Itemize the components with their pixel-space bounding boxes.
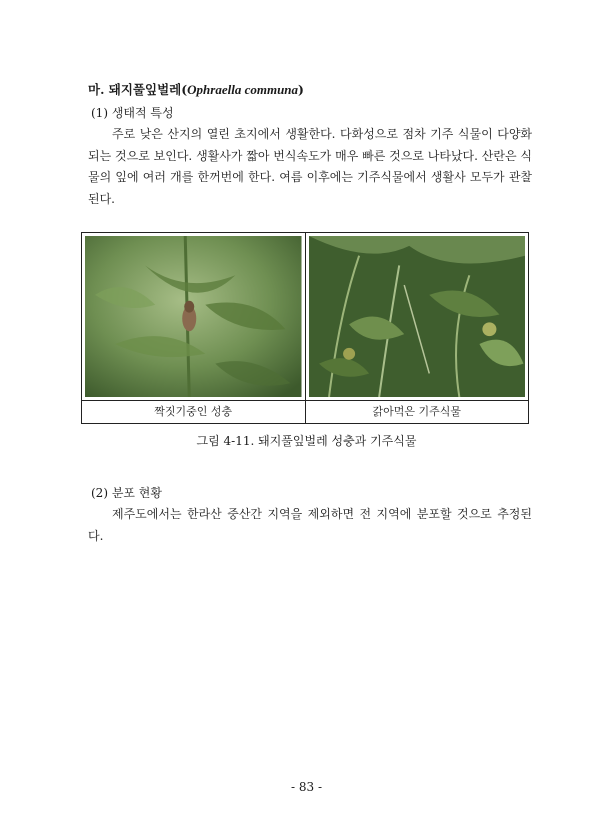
section-title [88, 80, 304, 98]
scientific-name: Ophraella communa [187, 82, 299, 97]
figure-left-cell [82, 233, 305, 423]
ecology-heading: (1) 생태적 특성 [91, 106, 174, 120]
photo-mating-adults [85, 236, 302, 397]
figure-right-cell [305, 233, 529, 423]
page-number: - 83 - [290, 780, 322, 794]
distribution-heading: (2) 분포 현황 [91, 486, 162, 500]
section-title-suffix: ) [298, 82, 304, 97]
figure-caption: 그림 4-11. 돼지풀잎벌레 성충과 기주식물 [196, 434, 417, 448]
figure-table [81, 232, 529, 424]
figure-left-label: 짝짓기중인 성충 [82, 400, 305, 423]
section-title-label: 마. 돼지풀잎벌레( [88, 82, 188, 97]
photo-host-plant [309, 236, 526, 397]
ecology-paragraph: 주로 낮은 산지의 열린 초지에서 생활한다. 다화성으로 점차 기주 식물이 다양화 되는 것으로 보인다. 생활사가 짧아 번식속도가 매우 빠른 것으로 나타났다. 산란은 식물의 잎에 여러 개를 한꺼번에 한다. 여름 이후에는 기주식물에서 생활사 모두가 관찰된다. [88, 127, 532, 206]
figure-right-label: 갉아먹은 기주식물 [306, 400, 529, 423]
distribution-paragraph: 제주도에서는 한라산 중산간 지역을 제외하면 전 지역에 분포할 것으로 추정된다. [88, 507, 532, 543]
